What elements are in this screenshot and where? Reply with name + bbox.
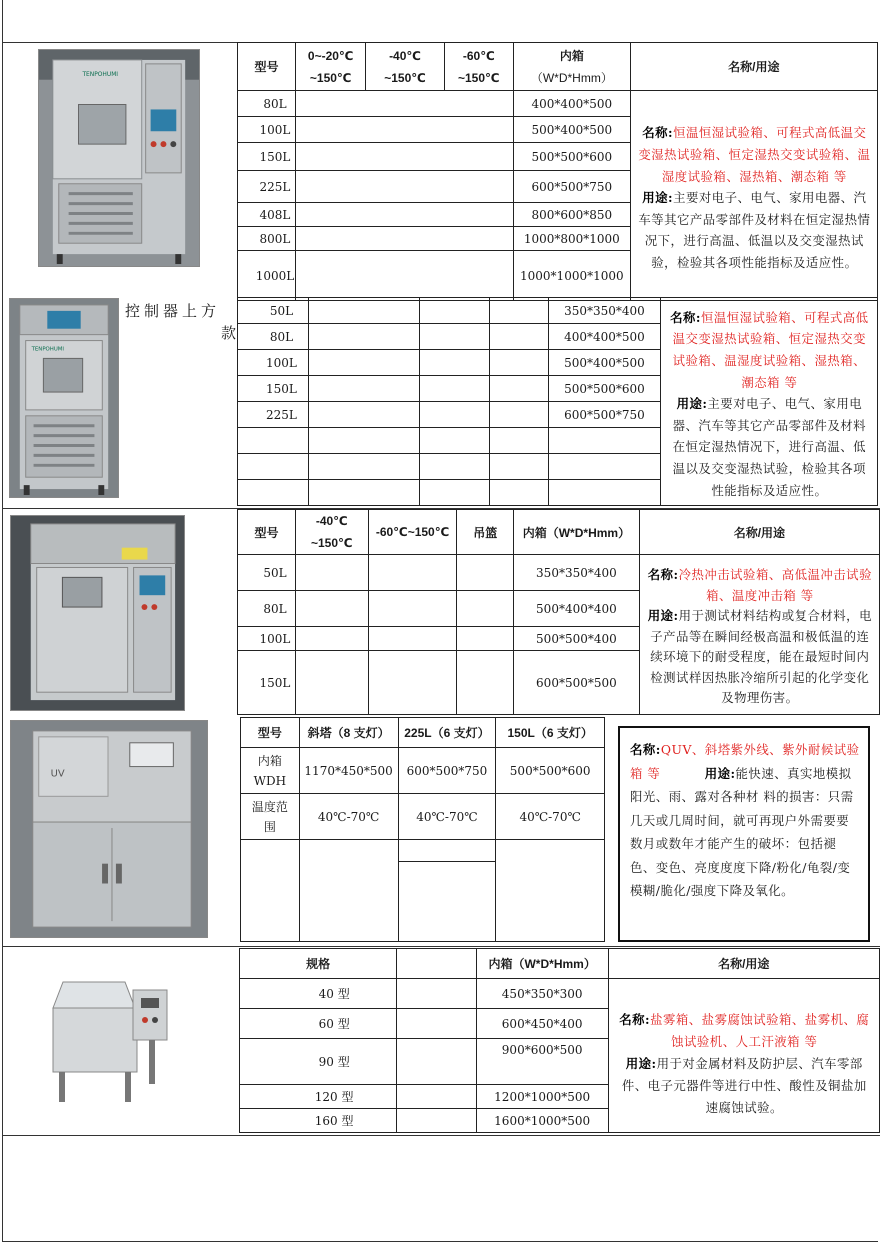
size-cell: 350*350*400 — [549, 298, 661, 324]
product-names: 冷热冲击试验箱、高低温冲击试验箱、温度冲击箱 等 — [678, 567, 872, 603]
table-row — [241, 748, 605, 794]
caption-top-controller-line1: 控制器上方 — [125, 302, 221, 320]
header-basket: 吊篮 — [457, 510, 514, 555]
product-photo-humidity-chamber-top-controller — [9, 298, 119, 498]
header-temp-range-3: -60℃ ~150℃ — [444, 43, 513, 91]
photo-brand-text: TENPOHUMI — [31, 346, 65, 353]
table-row — [238, 298, 878, 324]
size-cell: 600*500*500 — [514, 651, 640, 715]
model-cell: 100L — [238, 117, 296, 143]
header-model: 型号 — [238, 43, 296, 91]
page-top-border — [2, 0, 880, 42]
size-cell: 500*500*400 — [514, 627, 640, 651]
size-cell — [549, 480, 661, 506]
header-225l-6-lamps: 225L（6 支灯） — [398, 718, 496, 748]
row-label-inner-box: 内箱 WDH — [241, 748, 300, 794]
spec-table-uv — [240, 717, 605, 942]
photo-brand-text: TENPOHUMI — [82, 70, 119, 78]
product-names: 恒温恒湿试验箱、可程式高低温交变湿热试验箱、恒定湿热交变试验箱、温湿度试验箱、湿热箱、潮态箱 等 — [638, 125, 871, 184]
model-cell: 1000L — [238, 251, 296, 301]
model-cell: 408L — [238, 203, 296, 227]
header-model: 型号 — [241, 718, 300, 748]
model-cell: 150L — [238, 143, 296, 171]
header-inner-box: 内箱（W*D*Hmm） — [476, 949, 608, 979]
size-cell: 1000*1000*1000 — [513, 251, 630, 301]
header-temp-range-1: -40℃ ~150℃ — [295, 510, 368, 555]
product-names: 恒温恒湿试验箱、可程式高低温交变湿热试验箱、恒定湿热交变试验箱、温湿度试验箱、湿热箱、潮态箱 等 — [672, 309, 869, 390]
header-spec: 规格 — [240, 949, 397, 979]
model-cell: 800L — [238, 227, 296, 251]
model-cell: 40 型 — [240, 979, 397, 1009]
header-name-use: 名称/用途 — [639, 510, 879, 555]
model-cell: 160 型 — [240, 1109, 397, 1133]
size-cell: 600*450*400 — [476, 1009, 608, 1039]
model-cell: 100L — [238, 627, 296, 651]
product-names: 盐雾箱、盐雾腐蚀试验箱、盐雾机、腐蚀试验机、人工汗液箱 等 — [650, 1011, 870, 1049]
uv-description-box: 名称:QUV、斜塔紫外线、紫外耐候试验箱 等 用途:能快速、真实地模拟阳光、雨、露对各种材 料的损害：只需几天或几周时间，就可再现户外需要要数月或数年才能产生的破坏：包括褪色、变色、亮度度度下降/粉化/龟裂/变模糊/脆化/强度下降及氧化。 — [618, 726, 870, 942]
model-cell: 120 型 — [240, 1085, 397, 1109]
value-cell: 600*500*750 — [398, 748, 496, 794]
header-inner-box: 内箱（W*D*Hmm） — [514, 510, 640, 555]
photo-uv-label: UV — [50, 768, 65, 780]
model-cell: 225L — [238, 402, 309, 428]
model-cell — [238, 480, 309, 506]
model-cell: 50L — [238, 298, 309, 324]
product-photo-uv-chamber — [10, 720, 208, 938]
value-cell: 500*500*600 — [496, 748, 605, 794]
size-cell: 600*500*750 — [513, 171, 630, 203]
size-cell: 600*500*750 — [549, 402, 661, 428]
size-cell: 400*400*500 — [513, 91, 630, 117]
product-usage: 用于测试材料结构或复合材料，电子产品等在瞬间经极高温和极低温的连续环境下的耐受程度，能在最短时间内检测试样因热胀冷缩所引起的化学变化及物理伤害。 — [650, 608, 872, 706]
model-cell: 225L — [238, 171, 296, 203]
header-150l-6-lamps: 150L（6 支灯） — [496, 718, 605, 748]
model-cell: 80L — [238, 324, 309, 350]
table-row — [238, 91, 878, 117]
table-row — [240, 979, 880, 1009]
header-model: 型号 — [238, 510, 296, 555]
product-usage: 能快速、真实地模拟阳光、雨、露对各种材 料的损害：只需几天或几周时间，就可再现户外需要要数月或数年才能产生的破坏：包括褪色、变色、亮度度度下降/粉化/龟裂/变模糊/脆化/强度下降及氧化。 — [630, 765, 854, 898]
size-cell: 400*400*500 — [549, 324, 661, 350]
value-cell: 40℃-70℃ — [299, 794, 398, 840]
size-cell: 500*500*600 — [549, 376, 661, 402]
spec-table-thermal-shock — [237, 509, 880, 715]
section-divider — [2, 1135, 880, 1136]
model-cell: 80L — [238, 591, 296, 627]
model-cell: 90 型 — [240, 1039, 397, 1085]
size-cell — [549, 428, 661, 454]
size-cell: 350*350*400 — [514, 555, 640, 591]
size-cell: 900*600*500 — [476, 1039, 608, 1085]
product-photo-humidity-chamber — [38, 49, 200, 267]
size-cell: 500*400*500 — [549, 350, 661, 376]
product-usage: 主要对电子、电气、家用电器、汽车等其它产品零部件及材料在恒定湿热情况下，进行高温、低温以及交变湿热试验，检验其各项性能指标及适应性。 — [638, 190, 871, 270]
model-cell: 60 型 — [240, 1009, 397, 1039]
value-cell: 40℃-70℃ — [398, 794, 496, 840]
product-names: QUV、斜塔紫外线、紫外耐候试验箱 等 — [630, 742, 860, 781]
value-cell: 1170*450*500 — [299, 748, 398, 794]
value-cell: 40℃-70℃ — [496, 794, 605, 840]
header-temp-range-2: -40℃ ~150℃ — [366, 43, 444, 91]
spec-table-salt-spray — [239, 948, 880, 1133]
product-usage: 主要对电子、电气、家用电器、汽车等其它产品零部件及材料在恒定湿热情况下，进行高温、低温以及交变湿热试验，检验其各项性能指标及适应性。 — [672, 396, 867, 498]
header-temp-range-2: -60℃~150℃ — [368, 510, 457, 555]
size-cell: 500*500*600 — [513, 143, 630, 171]
spec-table-humidity — [237, 42, 878, 301]
model-cell: 150L — [238, 376, 309, 402]
size-cell: 1000*800*1000 — [513, 227, 630, 251]
description-cell: 名称:盐雾箱、盐雾腐蚀试验箱、盐雾机、腐蚀试验机、人工汗液箱 等 用途:用于对金属材料及防护层、汽车零部件、电子元器件等进行中性、酸性及铜盐加速腐蚀试验。 — [608, 979, 879, 1133]
product-photo-salt-spray-chamber — [45, 968, 175, 1108]
size-cell: 1200*1000*500 — [476, 1085, 608, 1109]
caption-top-controller-line2: 款 — [221, 324, 241, 342]
row-label-temp-range: 温度范 围 — [241, 794, 300, 840]
description-cell: 名称:冷热冲击试验箱、高低温冲击试验箱、温度冲击箱 等 用途:用于测试材料结构或复合材料，电子产品等在瞬间经极高温和极低温的连续环境下的耐受程度，能在最短时间内检测试样因热胀冷缩所引起的化学变化及物理伤害。 — [639, 555, 879, 715]
product-usage: 用于对金属材料及防护层、汽车零部件、电子元器件等进行中性、酸性及铜盐加速腐蚀试验。 — [621, 1055, 867, 1115]
description-cell: 名称:恒温恒湿试验箱、可程式高低温交变湿热试验箱、恒定湿热交变试验箱、温湿度试验箱、湿热箱、潮态箱 等 用途:主要对电子、电气、家用电器、汽车等其它产品零部件及材料在恒定湿热情况下，进行高温、低温以及交变湿热试验，检验其各项性能指标及适应性。 — [660, 298, 877, 506]
header-name-use: 名称/用途 — [630, 43, 877, 91]
size-cell: 800*600*850 — [513, 203, 630, 227]
size-cell: 500*400*400 — [514, 591, 640, 627]
header-tilt-8-lamps: 斜塔（8 支灯） — [299, 718, 398, 748]
header-temp-range-1: 0~-20℃ ~150℃ — [295, 43, 365, 91]
size-cell: 450*350*300 — [476, 979, 608, 1009]
section-divider — [2, 946, 880, 947]
header-name-use: 名称/用途 — [608, 949, 879, 979]
model-cell: 50L — [238, 555, 296, 591]
model-cell — [238, 454, 309, 480]
size-cell: 500*400*500 — [513, 117, 630, 143]
table-row — [241, 794, 605, 840]
size-cell: 1600*1000*500 — [476, 1109, 608, 1133]
spec-table-humidity-top-controller — [237, 297, 878, 506]
description-cell: 名称:恒温恒湿试验箱、可程式高低温交变湿热试验箱、恒定湿热交变试验箱、温湿度试验箱、湿热箱、潮态箱 等 用途:主要对电子、电气、家用电器、汽车等其它产品零部件及材料在恒定湿热情况下，进行高温、低温以及交变湿热试验，检验其各项性能指标及适应性。 — [630, 91, 877, 301]
model-cell: 80L — [238, 91, 296, 117]
model-cell: 100L — [238, 350, 309, 376]
size-cell — [549, 454, 661, 480]
product-photo-thermal-shock-chamber — [10, 515, 185, 711]
model-cell — [238, 428, 309, 454]
model-cell: 150L — [238, 651, 296, 715]
table-row — [238, 555, 880, 591]
header-inner-box: 内箱 （W*D*Hmm） — [513, 43, 630, 91]
